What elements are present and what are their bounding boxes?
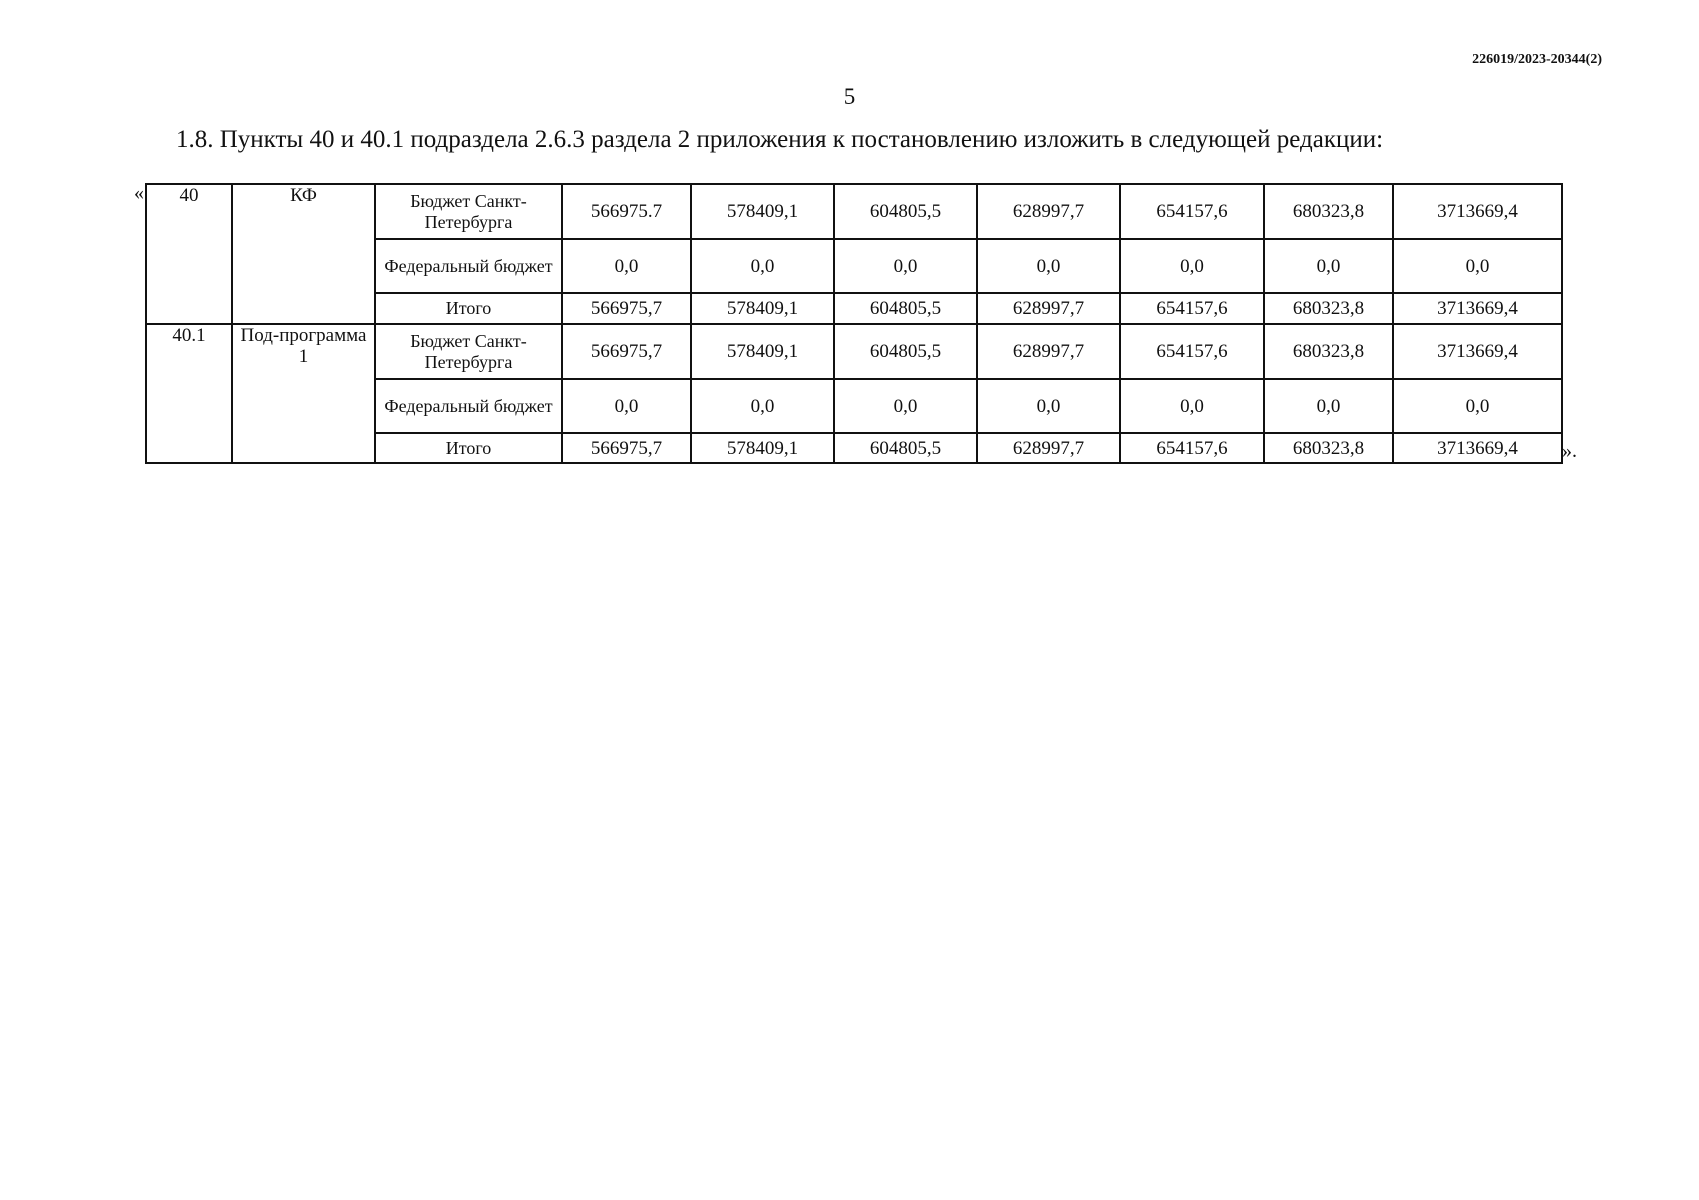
item-number: 40.1 bbox=[146, 324, 232, 463]
table-cell: 0,0 bbox=[834, 239, 977, 293]
table-cell: 654157,6 bbox=[1120, 293, 1264, 324]
intro-paragraph: 1.8. Пункты 40 и 40.1 подраздела 2.6.3 раздела 2 приложения к постановлению изложить в следующей редакции: bbox=[176, 126, 1384, 153]
table-cell: 566975,7 bbox=[562, 433, 691, 463]
table-row bbox=[146, 324, 1562, 379]
table-cell: 0,0 bbox=[977, 239, 1120, 293]
document-id: 226019/2023-20344(2) bbox=[1472, 52, 1602, 67]
item-number: 40 bbox=[146, 184, 232, 324]
closing-quote: ». bbox=[1562, 440, 1577, 462]
table-cell: 654157,6 bbox=[1120, 184, 1264, 239]
table-cell: 578409,1 bbox=[691, 324, 834, 379]
table-cell: 566975.7 bbox=[562, 184, 691, 239]
table-cell: 0,0 bbox=[1120, 239, 1264, 293]
table-cell: 680323,8 bbox=[1264, 433, 1393, 463]
page-number: 5 bbox=[843, 84, 856, 109]
budget-table bbox=[145, 183, 1563, 464]
table-cell: 604805,5 bbox=[834, 293, 977, 324]
funding-source: Федеральный бюджет bbox=[375, 379, 562, 433]
table-cell: 654157,6 bbox=[1120, 433, 1264, 463]
opening-quote: « bbox=[134, 182, 144, 204]
item-name: Под-программа 1 bbox=[232, 324, 375, 463]
table-cell: 0,0 bbox=[1393, 379, 1562, 433]
table-cell: 3713669,4 bbox=[1393, 184, 1562, 239]
table-cell: 680323,8 bbox=[1264, 324, 1393, 379]
table-cell: 628997,7 bbox=[977, 293, 1120, 324]
table-cell: 604805,5 bbox=[834, 184, 977, 239]
funding-source: Итого bbox=[375, 433, 562, 463]
table-cell: 680323,8 bbox=[1264, 184, 1393, 239]
table-cell: 0,0 bbox=[562, 239, 691, 293]
funding-source: Федеральный бюджет bbox=[375, 239, 562, 293]
table-cell: 0,0 bbox=[691, 239, 834, 293]
table-cell: 0,0 bbox=[1264, 379, 1393, 433]
table-cell: 604805,5 bbox=[834, 433, 977, 463]
table-cell: 566975,7 bbox=[562, 324, 691, 379]
table-cell: 604805,5 bbox=[834, 324, 977, 379]
table-cell: 0,0 bbox=[1120, 379, 1264, 433]
table-cell: 628997,7 bbox=[977, 184, 1120, 239]
table-cell: 0,0 bbox=[562, 379, 691, 433]
table-cell: 0,0 bbox=[977, 379, 1120, 433]
table-cell: 3713669,4 bbox=[1393, 433, 1562, 463]
table-cell: 654157,6 bbox=[1120, 324, 1264, 379]
funding-source: Итого bbox=[375, 293, 562, 324]
table-cell: 578409,1 bbox=[691, 433, 834, 463]
table-row bbox=[146, 184, 1562, 239]
funding-source: Бюджет Санкт-Петербурга bbox=[375, 184, 562, 239]
table-cell: 566975,7 bbox=[562, 293, 691, 324]
table-cell: 680323,8 bbox=[1264, 293, 1393, 324]
table-cell: 0,0 bbox=[834, 379, 977, 433]
table-cell: 628997,7 bbox=[977, 433, 1120, 463]
table-cell: 578409,1 bbox=[691, 184, 834, 239]
table-cell: 628997,7 bbox=[977, 324, 1120, 379]
table-cell: 0,0 bbox=[1393, 239, 1562, 293]
table-cell: 0,0 bbox=[691, 379, 834, 433]
table-cell: 3713669,4 bbox=[1393, 324, 1562, 379]
table-cell: 0,0 bbox=[1264, 239, 1393, 293]
funding-source: Бюджет Санкт-Петербурга bbox=[375, 324, 562, 379]
table-cell: 3713669,4 bbox=[1393, 293, 1562, 324]
item-name: КФ bbox=[232, 184, 375, 324]
table-cell: 578409,1 bbox=[691, 293, 834, 324]
